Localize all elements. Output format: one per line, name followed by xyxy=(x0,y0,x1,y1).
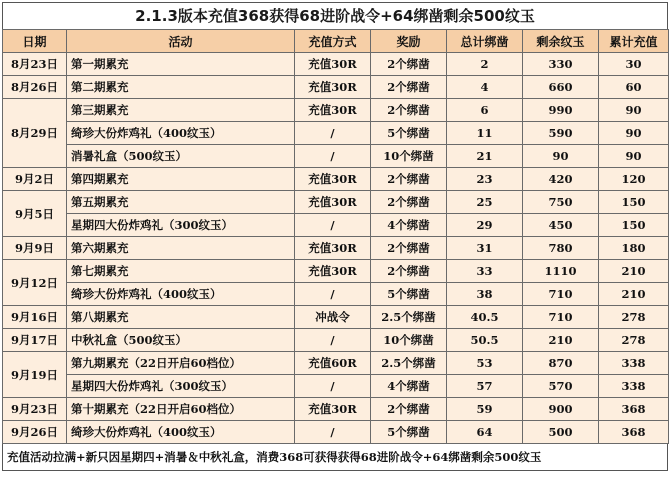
total-cell: 4 xyxy=(447,76,523,99)
table-row xyxy=(3,421,669,444)
cumulative-cell: 150 xyxy=(599,191,669,214)
header-row xyxy=(3,30,669,53)
cumulative-cell: 210 xyxy=(599,260,669,283)
table-row xyxy=(3,237,669,260)
reward-cell: 5个绑凿 xyxy=(371,122,447,145)
remain-cell: 710 xyxy=(523,283,599,306)
cumulative-cell: 368 xyxy=(599,421,669,444)
reward-cell: 10个绑凿 xyxy=(371,329,447,352)
table-row xyxy=(3,53,669,76)
reward-cell: 5个绑凿 xyxy=(371,421,447,444)
recharge-table xyxy=(2,29,669,444)
date-cell: 9月23日 xyxy=(3,398,67,421)
table-row xyxy=(3,191,669,214)
remain-cell: 500 xyxy=(523,421,599,444)
header-total: 总计绑凿 xyxy=(447,30,523,53)
cumulative-cell: 278 xyxy=(599,306,669,329)
remain-cell: 660 xyxy=(523,76,599,99)
activity-cell: 星期四大份炸鸡礼（300纹玉） xyxy=(67,214,295,237)
method-cell: 充值30R xyxy=(295,168,371,191)
cumulative-cell: 338 xyxy=(599,352,669,375)
table-row xyxy=(3,398,669,421)
reward-cell: 2个绑凿 xyxy=(371,76,447,99)
total-cell: 29 xyxy=(447,214,523,237)
cumulative-cell: 338 xyxy=(599,375,669,398)
date-cell: 9月2日 xyxy=(3,168,67,191)
reward-cell: 10个绑凿 xyxy=(371,145,447,168)
table-row xyxy=(3,214,669,237)
remain-cell: 210 xyxy=(523,329,599,352)
activity-cell: 第十期累充（22日开启60档位） xyxy=(67,398,295,421)
method-cell: 冲战令 xyxy=(295,306,371,329)
activity-cell: 第三期累充 xyxy=(67,99,295,122)
method-cell: 充值30R xyxy=(295,398,371,421)
activity-cell: 第二期累充 xyxy=(67,76,295,99)
header-cumulative: 累计充值 xyxy=(599,30,669,53)
reward-cell: 4个绑凿 xyxy=(371,375,447,398)
table-row xyxy=(3,283,669,306)
date-cell: 9月26日 xyxy=(3,421,67,444)
table-row xyxy=(3,122,669,145)
total-cell: 6 xyxy=(447,99,523,122)
cumulative-cell: 90 xyxy=(599,122,669,145)
method-cell: / xyxy=(295,421,371,444)
header-method: 充值方式 xyxy=(295,30,371,53)
header-reward: 奖励 xyxy=(371,30,447,53)
reward-cell: 2个绑凿 xyxy=(371,168,447,191)
page-title: 2.1.3版本充值368获得68进阶战令+64绑凿剩余500纹玉 xyxy=(2,2,668,29)
activity-cell: 消暑礼盒（500纹玉） xyxy=(67,145,295,168)
date-cell: 9月17日 xyxy=(3,329,67,352)
header-date: 日期 xyxy=(3,30,67,53)
cumulative-cell: 120 xyxy=(599,168,669,191)
date-cell: 8月23日 xyxy=(3,53,67,76)
remain-cell: 420 xyxy=(523,168,599,191)
table-row xyxy=(3,76,669,99)
method-cell: / xyxy=(295,214,371,237)
date-cell: 9月16日 xyxy=(3,306,67,329)
total-cell: 23 xyxy=(447,168,523,191)
method-cell: 充值30R xyxy=(295,99,371,122)
method-cell: 充值30R xyxy=(295,53,371,76)
activity-cell: 第九期累充（22日开启60档位） xyxy=(67,352,295,375)
cumulative-cell: 150 xyxy=(599,214,669,237)
cumulative-cell: 368 xyxy=(599,398,669,421)
reward-cell: 2个绑凿 xyxy=(371,237,447,260)
reward-cell: 2.5个绑凿 xyxy=(371,306,447,329)
header-activity: 活动 xyxy=(67,30,295,53)
activity-cell: 绮珍大份炸鸡礼（400纹玉） xyxy=(67,421,295,444)
remain-cell: 330 xyxy=(523,53,599,76)
method-cell: 充值30R xyxy=(295,76,371,99)
header-remain: 剩余纹玉 xyxy=(523,30,599,53)
remain-cell: 570 xyxy=(523,375,599,398)
table-row xyxy=(3,260,669,283)
method-cell: 充值60R xyxy=(295,352,371,375)
total-cell: 50.5 xyxy=(447,329,523,352)
table-row xyxy=(3,375,669,398)
remain-cell: 750 xyxy=(523,191,599,214)
activity-cell: 第四期累充 xyxy=(67,168,295,191)
cumulative-cell: 60 xyxy=(599,76,669,99)
total-cell: 40.5 xyxy=(447,306,523,329)
date-cell: 9月5日 xyxy=(3,191,67,237)
reward-cell: 4个绑凿 xyxy=(371,214,447,237)
cumulative-cell: 30 xyxy=(599,53,669,76)
method-cell: 充值30R xyxy=(295,191,371,214)
date-cell: 9月12日 xyxy=(3,260,67,306)
reward-cell: 2个绑凿 xyxy=(371,99,447,122)
table-row xyxy=(3,145,669,168)
activity-cell: 第七期累充 xyxy=(67,260,295,283)
method-cell: 充值30R xyxy=(295,260,371,283)
total-cell: 53 xyxy=(447,352,523,375)
total-cell: 33 xyxy=(447,260,523,283)
document xyxy=(2,2,668,471)
footer-note: 充值活动拉满+新只因星期四+消暑＆中秋礼盒，消费368可获得获得68进阶战令+64绑凿剩余500纹玉 xyxy=(2,444,668,471)
activity-cell: 中秋礼盒（500纹玉） xyxy=(67,329,295,352)
activity-cell: 第一期累充 xyxy=(67,53,295,76)
reward-cell: 2.5个绑凿 xyxy=(371,352,447,375)
reward-cell: 2个绑凿 xyxy=(371,191,447,214)
table-body xyxy=(3,53,669,444)
date-cell: 8月26日 xyxy=(3,76,67,99)
activity-cell: 绮珍大份炸鸡礼（400纹玉） xyxy=(67,283,295,306)
total-cell: 59 xyxy=(447,398,523,421)
total-cell: 38 xyxy=(447,283,523,306)
total-cell: 21 xyxy=(447,145,523,168)
cumulative-cell: 210 xyxy=(599,283,669,306)
cumulative-cell: 90 xyxy=(599,99,669,122)
reward-cell: 5个绑凿 xyxy=(371,283,447,306)
date-cell: 9月9日 xyxy=(3,237,67,260)
total-cell: 2 xyxy=(447,53,523,76)
activity-cell: 第八期累充 xyxy=(67,306,295,329)
table-row xyxy=(3,99,669,122)
remain-cell: 590 xyxy=(523,122,599,145)
reward-cell: 2个绑凿 xyxy=(371,53,447,76)
remain-cell: 450 xyxy=(523,214,599,237)
date-cell: 8月29日 xyxy=(3,99,67,168)
method-cell: / xyxy=(295,122,371,145)
remain-cell: 990 xyxy=(523,99,599,122)
activity-cell: 第六期累充 xyxy=(67,237,295,260)
total-cell: 31 xyxy=(447,237,523,260)
activity-cell: 绮珍大份炸鸡礼（400纹玉） xyxy=(67,122,295,145)
table-row xyxy=(3,329,669,352)
remain-cell: 710 xyxy=(523,306,599,329)
total-cell: 64 xyxy=(447,421,523,444)
method-cell: 充值30R xyxy=(295,237,371,260)
cumulative-cell: 90 xyxy=(599,145,669,168)
method-cell: / xyxy=(295,375,371,398)
method-cell: / xyxy=(295,329,371,352)
reward-cell: 2个绑凿 xyxy=(371,398,447,421)
total-cell: 25 xyxy=(447,191,523,214)
method-cell: / xyxy=(295,145,371,168)
total-cell: 57 xyxy=(447,375,523,398)
remain-cell: 780 xyxy=(523,237,599,260)
table-row xyxy=(3,352,669,375)
total-cell: 11 xyxy=(447,122,523,145)
cumulative-cell: 278 xyxy=(599,329,669,352)
activity-cell: 第五期累充 xyxy=(67,191,295,214)
activity-cell: 星期四大份炸鸡礼（300纹玉） xyxy=(67,375,295,398)
remain-cell: 90 xyxy=(523,145,599,168)
table-row xyxy=(3,306,669,329)
date-cell: 9月19日 xyxy=(3,352,67,398)
remain-cell: 1110 xyxy=(523,260,599,283)
remain-cell: 870 xyxy=(523,352,599,375)
table-row xyxy=(3,168,669,191)
remain-cell: 900 xyxy=(523,398,599,421)
cumulative-cell: 180 xyxy=(599,237,669,260)
reward-cell: 2个绑凿 xyxy=(371,260,447,283)
method-cell: / xyxy=(295,283,371,306)
